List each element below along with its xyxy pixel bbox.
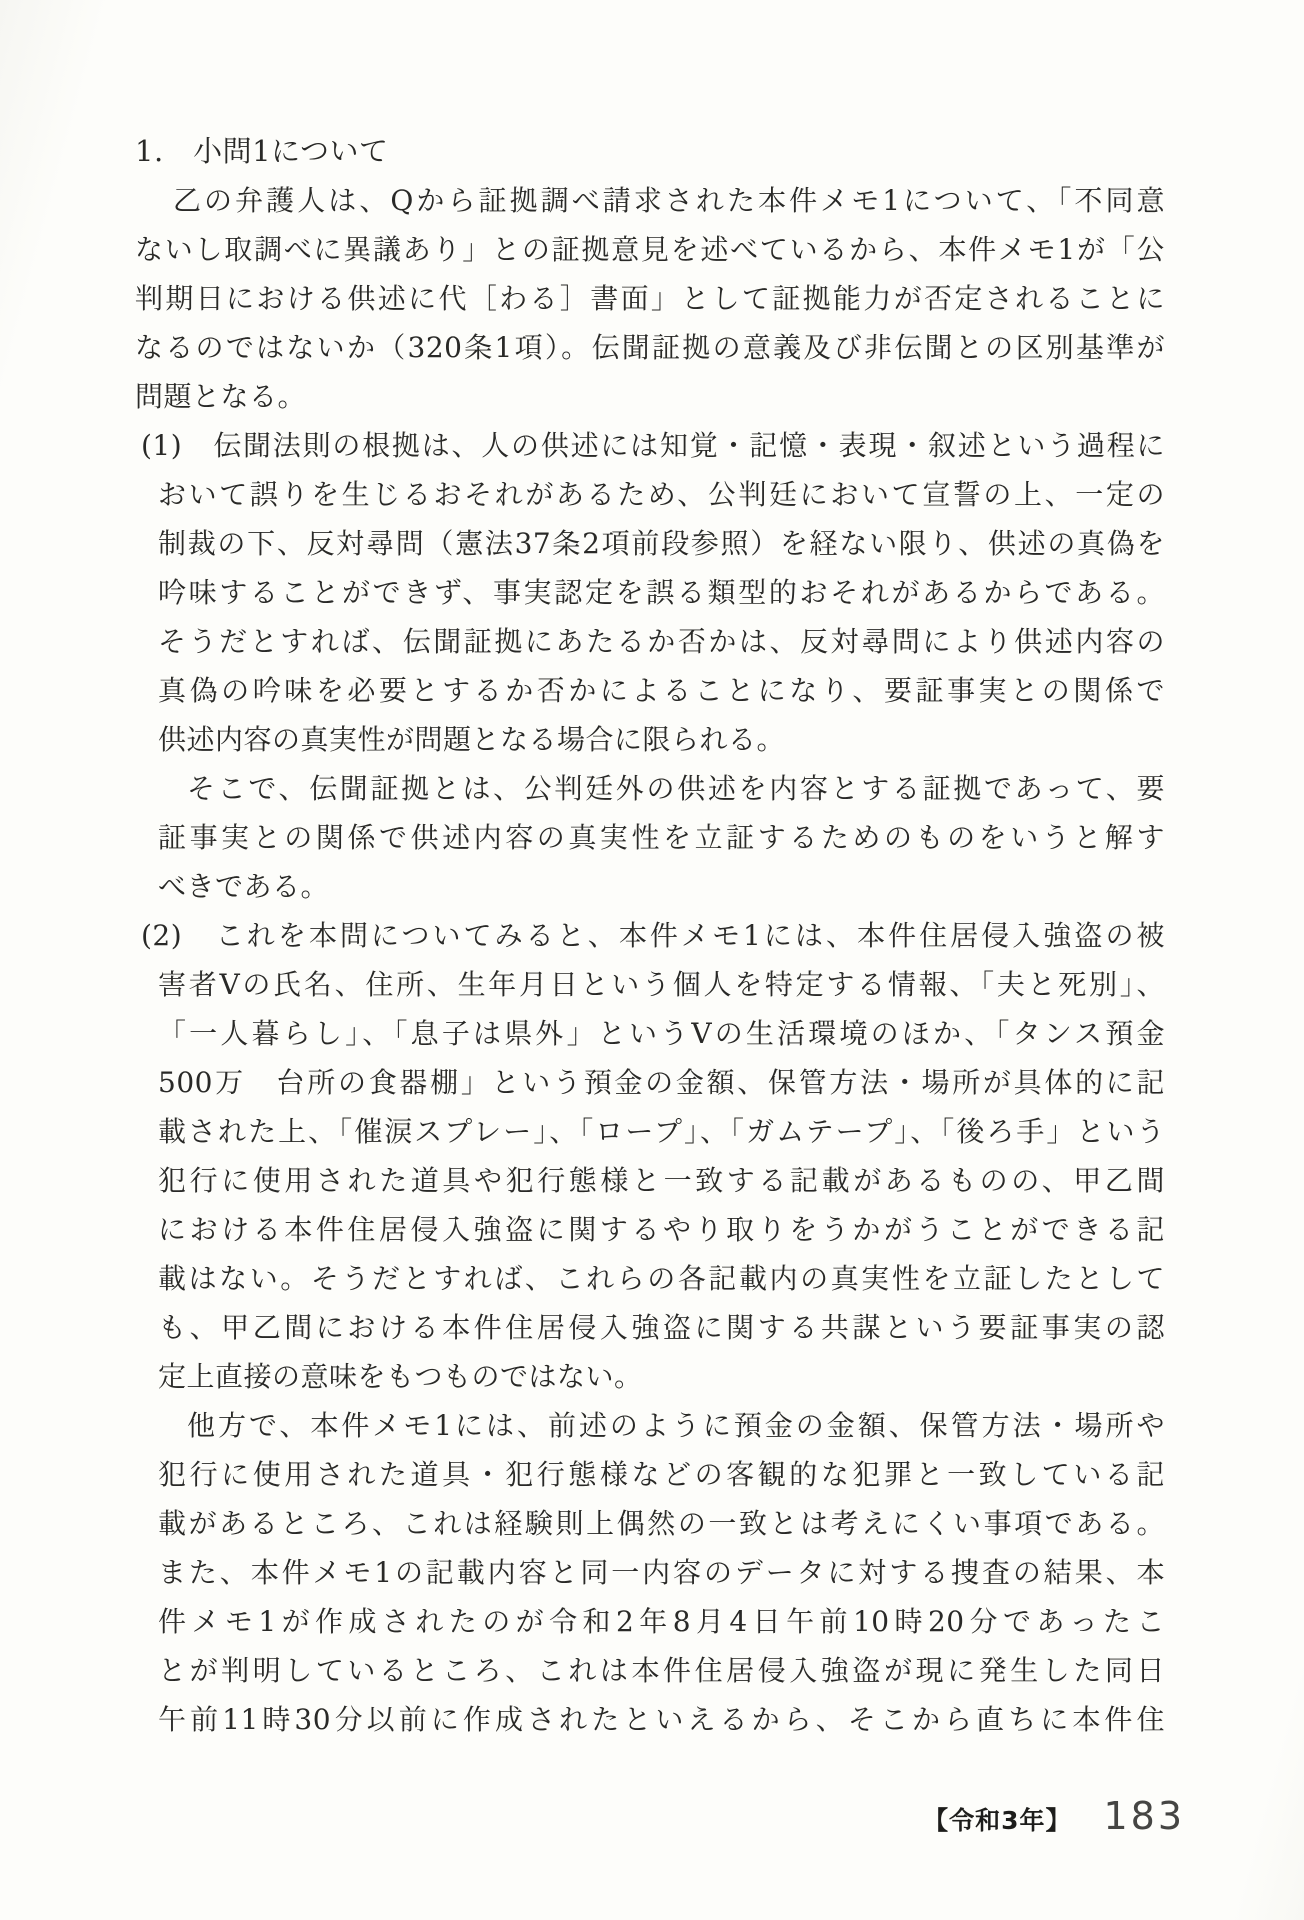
text-line: 害者Vの氏名、住所、生年月日という個人を特定する情報、「夫と死別」、 (158, 968, 1165, 1001)
text-line: 証事実との関係で供述内容の真実性を立証するためのものをいうと解す (158, 821, 1165, 854)
page-number: 183 (1103, 1794, 1185, 1838)
text-line: 載があるところ、これは経験則上偶然の一致とは考えにくい事項である。 (158, 1507, 1165, 1540)
text-line: 問題となる。 (135, 380, 307, 413)
text-line: 午前11時30分以前に作成されたといえるから、そこから直ちに本件住 (158, 1703, 1165, 1736)
text-line: 真偽の吟味を必要とするか否かによることになり、要証事実との関係で (158, 674, 1165, 707)
text-line: 供述内容の真実性が問題となる場合に限られる。 (158, 723, 786, 756)
text-line: 「一人暮らし」、「息子は県外」というVの生活環境のほか、「タンス預金 (158, 1017, 1165, 1050)
text-line: 犯行に使用された道具や犯行態様と一致する記載があるものの、甲乙間 (158, 1164, 1165, 1197)
page-footer (923, 1794, 1185, 1838)
text-line: (1) 伝聞法則の根拠は、人の供述には知覚・記憶・表現・叙述という過程に (141, 429, 1165, 462)
text-line: そうだとすれば、伝聞証拠にあたるか否かは、反対尋問により供述内容の (158, 625, 1165, 658)
text-line: 件メモ1が作成されたのが令和2年8月4日午前10時20分であったこ (158, 1605, 1165, 1638)
text-line: 制裁の下、反対尋問（憲法37条2項前段参照）を経ない限り、供述の真偽を (158, 527, 1165, 560)
answer-text-block (0, 127, 1304, 1744)
section-heading: 1. 小問1について (135, 134, 389, 168)
text-line: 犯行に使用された道具・犯行態様などの客観的な犯罪と一致している記 (158, 1458, 1165, 1491)
text-line: (2) これを本問についてみると、本件メモ1には、本件住居侵入強盗の被 (141, 919, 1165, 952)
text-line: ないし取調べに異議あり」との証拠意見を述べているから、本件メモ1が「公 (135, 233, 1165, 266)
text-line: 乙の弁護人は、Qから証拠調べ請求された本件メモ1について、「不同意 (173, 184, 1165, 217)
text-line: 載された上、「催涙スプレー」、「ロープ」、「ガムテープ」、「後ろ手」という (158, 1115, 1165, 1148)
text-line: 吟味することができず、事実認定を誤る類型的おそれがあるからである。 (158, 576, 1165, 609)
text-line: における本件住居侵入強盗に関するやり取りをうかがうことができる記 (158, 1213, 1165, 1246)
text-line: 定上直接の意味をもつものではない。 (158, 1360, 643, 1393)
text-line: また、本件メモ1の記載内容と同一内容のデータに対する捜査の結果、本 (158, 1556, 1165, 1589)
text-line: べきである。 (158, 870, 330, 903)
text-line: 判期日における供述に代［わる］書面」として証拠能力が否定されることに (135, 282, 1165, 315)
text-line: 500万 台所の食器棚」という預金の金額、保管方法・場所が具体的に記 (158, 1066, 1165, 1099)
text-line: とが判明しているところ、これは本件住居侵入強盗が現に発生した同日 (158, 1654, 1165, 1687)
text-line: そこで、伝聞証拠とは、公判廷外の供述を内容とする証拠であって、要 (187, 772, 1165, 805)
text-line: 載はない。そうだとすれば、これらの各記載内の真実性を立証したとして (158, 1262, 1165, 1295)
text-line: 他方で、本件メモ1には、前述のように預金の金額、保管方法・場所や (187, 1409, 1165, 1442)
text-line: なるのではないか（320条1項）。伝聞証拠の意義及び非伝聞との区別基準が (135, 331, 1165, 364)
era-label: 【令和3年】 (923, 1806, 1072, 1835)
text-line: おいて誤りを生じるおそれがあるため、公判廷において宣誓の上、一定の (158, 478, 1165, 511)
text-line: も、甲乙間における本件住居侵入強盗に関する共謀という要証事実の認 (158, 1311, 1165, 1344)
